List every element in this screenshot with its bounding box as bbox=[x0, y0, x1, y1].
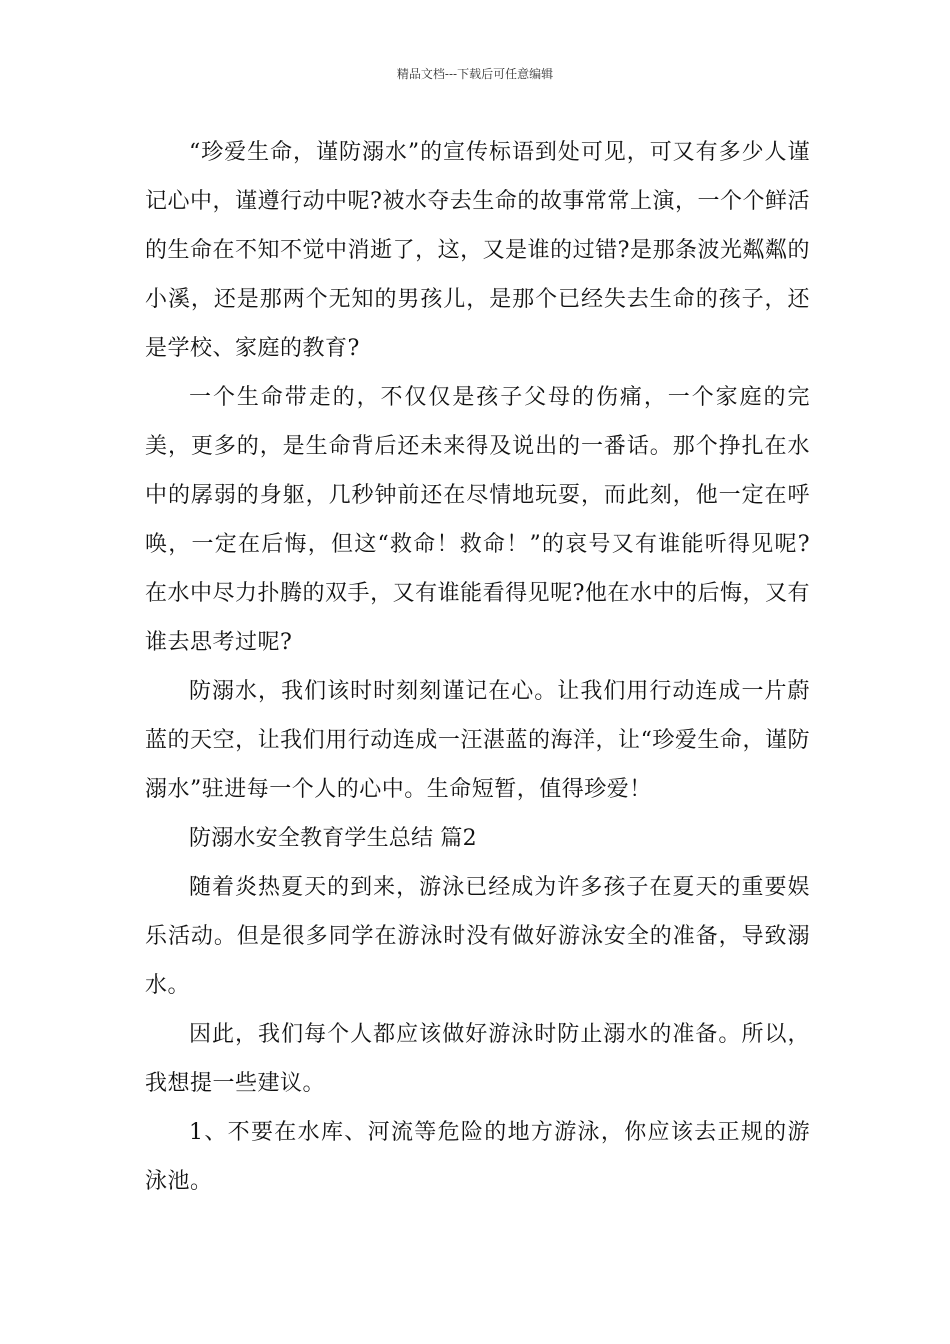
paragraph-1: “珍爱生命，谨防溺水”的宣传标语到处可见，可又有多少人谨记心中，谨遵行动中呢?被水夺去生命的故事常常上演，一个个鲜活的生命在不知不觉中消逝了，这，又是谁的过错?是那条波光粼粼的小溪，还是那两个无知的男孩儿，是那个已经失去生命的孩子，还是学校、家庭的教育? bbox=[145, 140, 810, 361]
section-title: 防溺水安全教育学生总结 篇2 bbox=[189, 826, 477, 851]
paragraph-4: 随着炎热夏天的到来，游泳已经成为许多孩子在夏天的重要娱乐活动。但是很多同学在游泳时没有做好游泳安全的准备，导致溺水。 bbox=[145, 875, 810, 998]
paragraph-6: 1、不要在水库、河流等危险的地方游泳，你应该去正规的游泳池。 bbox=[145, 1120, 810, 1194]
paragraph-2: 一个生命带走的，不仅仅是孩子父母的伤痛，一个家庭的完美，更多的，是生命背后还未来得及说出的一番话。那个挣扎在水中的孱弱的身躯，几秒钟前还在尽情地玩耍，而此刻，他一定在呼唤，一定在后悔，但这“救命！救命！”的哀号又有谁能听得见呢?在水中尽力扑腾的双手，又有谁能看得见呢?他在水中的后悔，又有谁去思考过呢? bbox=[145, 385, 810, 655]
paragraph-3: 防溺水，我们该时时刻刻谨记在心。让我们用行动连成一片蔚蓝的天空，让我们用行动连成一汪湛蓝的海洋，让“珍爱生命，谨防溺水”驻进每一个人的心中。生命短暂，值得珍爱！ bbox=[145, 679, 810, 802]
document-body bbox=[145, 128, 810, 1206]
paragraph-5: 因此，我们每个人都应该做好游泳时防止溺水的准备。所以，我想提一些建议。 bbox=[145, 1022, 810, 1096]
page-header: 精品文档---下载后可任意编辑 bbox=[396, 67, 554, 81]
